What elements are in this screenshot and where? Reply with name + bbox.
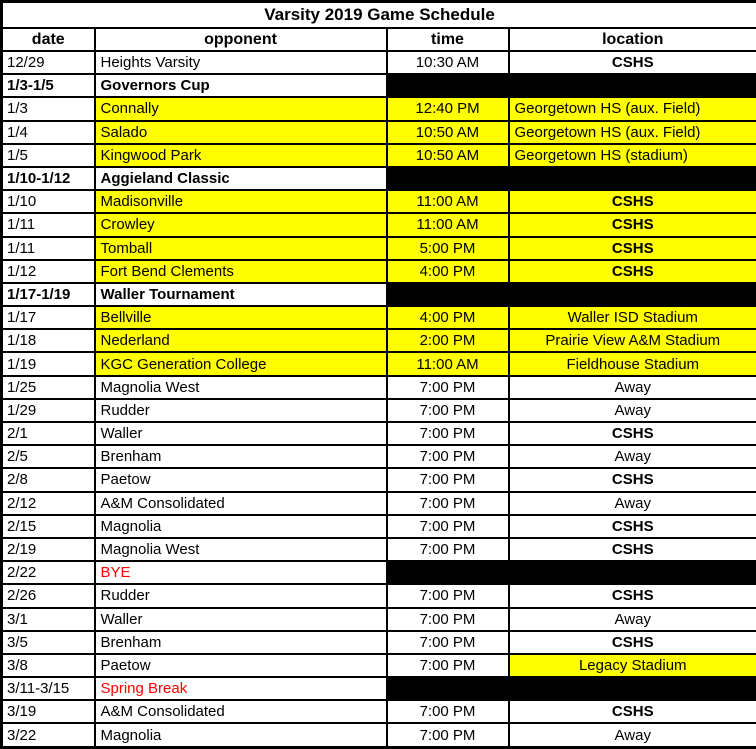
date-cell: 2/26 [2,584,95,607]
date-cell: 1/25 [2,376,95,399]
table-row [2,492,756,515]
time-cell: 2:00 PM [387,329,509,352]
table-row [2,677,756,700]
table-row [2,376,756,399]
column-header-date: date [2,28,95,51]
table-row [2,352,756,375]
table-row [2,121,756,144]
time-cell: 7:00 PM [387,468,509,491]
opponent-cell: KGC Generation College [95,352,387,375]
table-row [2,723,756,747]
opponent-cell: Waller [95,422,387,445]
location-cell: Fieldhouse Stadium [509,352,756,375]
opponent-cell: Magnolia [95,515,387,538]
opponent-cell: Brenham [95,445,387,468]
opponent-cell: Magnolia [95,723,387,747]
table-row [2,445,756,468]
date-cell: 1/3-1/5 [2,74,95,97]
time-cell: 10:50 AM [387,121,509,144]
blackout-cell [387,167,756,190]
opponent-cell: Governors Cup [95,74,387,97]
location-cell: Georgetown HS (aux. Field) [509,121,756,144]
column-header-opponent: opponent [95,28,387,51]
location-cell: CSHS [509,51,756,74]
table-row [2,561,756,584]
location-cell: Georgetown HS (aux. Field) [509,97,756,120]
time-cell: 5:00 PM [387,237,509,260]
date-cell: 2/12 [2,492,95,515]
time-cell: 7:00 PM [387,445,509,468]
blackout-cell [387,677,756,700]
date-cell: 1/19 [2,352,95,375]
table-row [2,260,756,283]
location-cell: CSHS [509,515,756,538]
table-row [2,329,756,352]
opponent-cell: Tomball [95,237,387,260]
location-cell: Prairie View A&M Stadium [509,329,756,352]
time-cell: 7:00 PM [387,723,509,747]
column-header-time: time [387,28,509,51]
date-cell: 3/19 [2,700,95,723]
opponent-cell: Rudder [95,399,387,422]
date-cell: 1/29 [2,399,95,422]
date-cell: 2/15 [2,515,95,538]
date-cell: 1/4 [2,121,95,144]
time-cell: 7:00 PM [387,700,509,723]
opponent-cell: Magnolia West [95,538,387,561]
date-cell: 3/8 [2,654,95,677]
opponent-cell: Paetow [95,654,387,677]
time-cell: 7:00 PM [387,515,509,538]
time-cell: 4:00 PM [387,306,509,329]
time-cell: 7:00 PM [387,422,509,445]
location-cell: Away [509,399,756,422]
date-cell: 3/11-3/15 [2,677,95,700]
table-row [2,631,756,654]
column-header-location: location [509,28,756,51]
opponent-cell: Heights Varsity [95,51,387,74]
table-row [2,190,756,213]
date-cell: 3/22 [2,723,95,747]
time-cell: 7:00 PM [387,654,509,677]
table-row [2,144,756,167]
opponent-cell: Kingwood Park [95,144,387,167]
page-title: Varsity 2019 Game Schedule [2,2,756,29]
blackout-cell [387,283,756,306]
date-cell: 1/12 [2,260,95,283]
opponent-cell: Waller [95,608,387,631]
column-header-row [2,28,756,51]
time-cell: 7:00 PM [387,399,509,422]
location-cell: Away [509,376,756,399]
opponent-cell: Waller Tournament [95,283,387,306]
location-cell: CSHS [509,538,756,561]
opponent-cell: Bellville [95,306,387,329]
table-row [2,422,756,445]
date-cell: 2/5 [2,445,95,468]
location-cell: CSHS [509,584,756,607]
time-cell: 12:40 PM [387,97,509,120]
location-cell: Legacy Stadium [509,654,756,677]
opponent-cell: Connally [95,97,387,120]
location-cell: CSHS [509,190,756,213]
location-cell: Away [509,445,756,468]
opponent-cell: Crowley [95,213,387,236]
opponent-cell: Paetow [95,468,387,491]
date-cell: 12/29 [2,51,95,74]
time-cell: 11:00 AM [387,213,509,236]
location-cell: Away [509,608,756,631]
location-cell: CSHS [509,422,756,445]
time-cell: 7:00 PM [387,492,509,515]
date-cell: 1/18 [2,329,95,352]
date-cell: 1/3 [2,97,95,120]
opponent-cell: Madisonville [95,190,387,213]
opponent-cell: Salado [95,121,387,144]
table-row [2,700,756,723]
date-cell: 1/10-1/12 [2,167,95,190]
opponent-cell: A&M Consolidated [95,700,387,723]
opponent-cell: BYE [95,561,387,584]
time-cell: 7:00 PM [387,584,509,607]
date-cell: 2/22 [2,561,95,584]
time-cell: 10:30 AM [387,51,509,74]
time-cell: 7:00 PM [387,376,509,399]
location-cell: CSHS [509,631,756,654]
date-cell: 1/17 [2,306,95,329]
opponent-cell: Brenham [95,631,387,654]
time-cell: 11:00 AM [387,352,509,375]
date-cell: 1/5 [2,144,95,167]
table-row [2,51,756,74]
date-cell: 1/10 [2,190,95,213]
date-cell: 1/11 [2,213,95,236]
blackout-cell [387,561,756,584]
schedule-body [2,51,756,748]
opponent-cell: Magnolia West [95,376,387,399]
opponent-cell: Spring Break [95,677,387,700]
date-cell: 2/8 [2,468,95,491]
location-cell: CSHS [509,700,756,723]
table-row [2,167,756,190]
time-cell: 4:00 PM [387,260,509,283]
title-row [2,2,756,29]
location-cell: Away [509,492,756,515]
table-row [2,584,756,607]
table-row [2,306,756,329]
table-row [2,515,756,538]
opponent-cell: Fort Bend Clements [95,260,387,283]
date-cell: 1/11 [2,237,95,260]
table-row [2,213,756,236]
table-row [2,74,756,97]
date-cell: 1/17-1/19 [2,283,95,306]
time-cell: 7:00 PM [387,608,509,631]
location-cell: CSHS [509,237,756,260]
opponent-cell: Aggieland Classic [95,167,387,190]
location-cell: CSHS [509,260,756,283]
table-row [2,399,756,422]
table-row [2,654,756,677]
time-cell: 7:00 PM [387,538,509,561]
date-cell: 3/1 [2,608,95,631]
time-cell: 10:50 AM [387,144,509,167]
table-row [2,283,756,306]
location-cell: Away [509,723,756,747]
date-cell: 2/19 [2,538,95,561]
date-cell: 3/5 [2,631,95,654]
table-row [2,608,756,631]
opponent-cell: Nederland [95,329,387,352]
location-cell: CSHS [509,468,756,491]
time-cell: 11:00 AM [387,190,509,213]
blackout-cell [387,74,756,97]
table-row [2,538,756,561]
location-cell: Georgetown HS (stadium) [509,144,756,167]
opponent-cell: Rudder [95,584,387,607]
date-cell: 2/1 [2,422,95,445]
time-cell: 7:00 PM [387,631,509,654]
table-row [2,237,756,260]
table-row [2,97,756,120]
opponent-cell: A&M Consolidated [95,492,387,515]
location-cell: Waller ISD Stadium [509,306,756,329]
location-cell: CSHS [509,213,756,236]
table-row [2,468,756,491]
